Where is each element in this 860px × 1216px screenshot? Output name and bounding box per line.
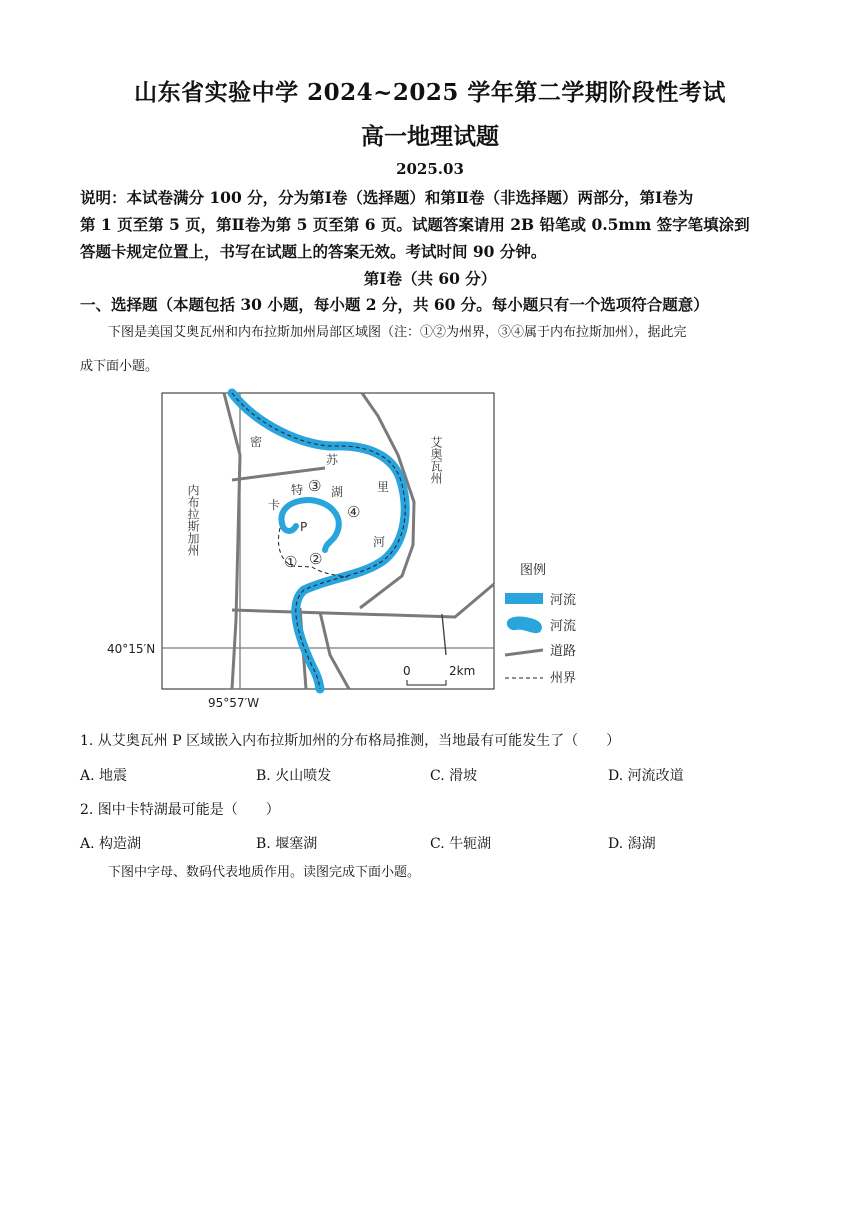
legend-river-band-swatch bbox=[505, 593, 543, 604]
legend-item-river-2: 河流 bbox=[550, 619, 577, 634]
part1-title: 第Ⅰ卷（共 60 分） bbox=[363, 269, 497, 288]
exam-title: 山东省实验中学 2024~2025 学年第二学期阶段性考试 bbox=[134, 79, 726, 106]
legend-lake-swatch bbox=[507, 616, 542, 633]
q1-option-c[interactable]: C. 滑坡 bbox=[430, 768, 478, 784]
scale-label-2km: 2km bbox=[449, 664, 476, 678]
map-label-li: 里 bbox=[377, 480, 390, 494]
latitude-label: 40°15′N bbox=[107, 642, 156, 656]
map-label-su: 苏 bbox=[326, 453, 339, 467]
q2-option-d[interactable]: D. 潟湖 bbox=[608, 836, 656, 852]
map-label-te: 特 bbox=[291, 483, 304, 497]
map-label-hu: 湖 bbox=[331, 485, 344, 499]
q1-option-a[interactable]: A. 地震 bbox=[80, 768, 128, 784]
section1-title: 一、选择题（本题包括 30 小题，每小题 2 分，共 60 分。每小题只有一个选项符合题意） bbox=[80, 295, 709, 314]
q1-option-b[interactable]: B. 火山喷发 bbox=[256, 768, 332, 784]
map-label-iowa: 艾奥瓦州 bbox=[429, 436, 443, 484]
q2-option-a[interactable]: A. 构造湖 bbox=[80, 836, 142, 852]
legend-road-swatch bbox=[505, 650, 543, 655]
q1-option-d[interactable]: D. 河流改道 bbox=[608, 768, 684, 784]
legend-title: 图例 bbox=[520, 563, 547, 578]
q2-option-c[interactable]: C. 牛轭湖 bbox=[430, 836, 492, 852]
legend-item-river-1: 河流 bbox=[550, 593, 577, 608]
map-label-c4: ④ bbox=[347, 503, 361, 521]
longitude-label: 95°57′W bbox=[208, 696, 260, 710]
scale-label-0: 0 bbox=[403, 664, 411, 678]
instruction-line-3: 答题卡规定位置上，书写在试题上的答案无效。考试时间 90 分钟。 bbox=[80, 242, 547, 261]
intro2: 下图中字母、数码代表地质作用。读图完成下面小题。 bbox=[108, 865, 421, 880]
map-label-nebraska: 内布拉斯加州 bbox=[186, 484, 200, 556]
question-1-stem: 1. 从艾奥瓦州 P 区域嵌入内布拉斯加州的分布格局推测，当地最有可能发生了（ ） bbox=[80, 733, 621, 749]
map-label-c3: ③ bbox=[308, 477, 322, 495]
question-2-stem: 2. 图中卡特湖最可能是（ ） bbox=[80, 802, 280, 818]
carter-lake bbox=[282, 500, 339, 550]
map-label-ka: 卡 bbox=[268, 498, 281, 512]
map-label-c1: ① bbox=[284, 553, 298, 571]
map-label-c2: ② bbox=[309, 550, 323, 568]
map-label-p: P bbox=[300, 520, 308, 534]
scale-bar bbox=[407, 680, 446, 685]
q2-option-b[interactable]: B. 堰塞湖 bbox=[256, 836, 318, 852]
map-label-mi: 密 bbox=[250, 435, 263, 449]
instruction-line-1: 说明：本试卷满分 100 分，分为第Ⅰ卷（选择题）和第Ⅱ卷（非选择题）两部分，第Ⅰ卷为 bbox=[80, 188, 694, 207]
roads bbox=[224, 393, 494, 689]
intro1-line-1: 下图是美国艾奥瓦州和内布拉斯加州局部区域图（注：①②为州界，③④属于内布拉斯加州），据此完 bbox=[108, 325, 687, 340]
exam-subtitle: 高一地理试题 bbox=[361, 123, 499, 150]
map-label-he: 河 bbox=[373, 535, 386, 549]
intro1-line-2: 成下面小题。 bbox=[80, 359, 159, 374]
instruction-line-2: 第 1 页至第 5 页，第Ⅱ卷为第 5 页至第 6 页。试题答案请用 2B 铅笔或 0.5mm 签字笔填涂到 bbox=[80, 215, 750, 234]
legend-item-boundary: 州界 bbox=[550, 671, 577, 686]
exam-date: 2025.03 bbox=[396, 160, 464, 178]
legend-item-road: 道路 bbox=[550, 644, 577, 659]
